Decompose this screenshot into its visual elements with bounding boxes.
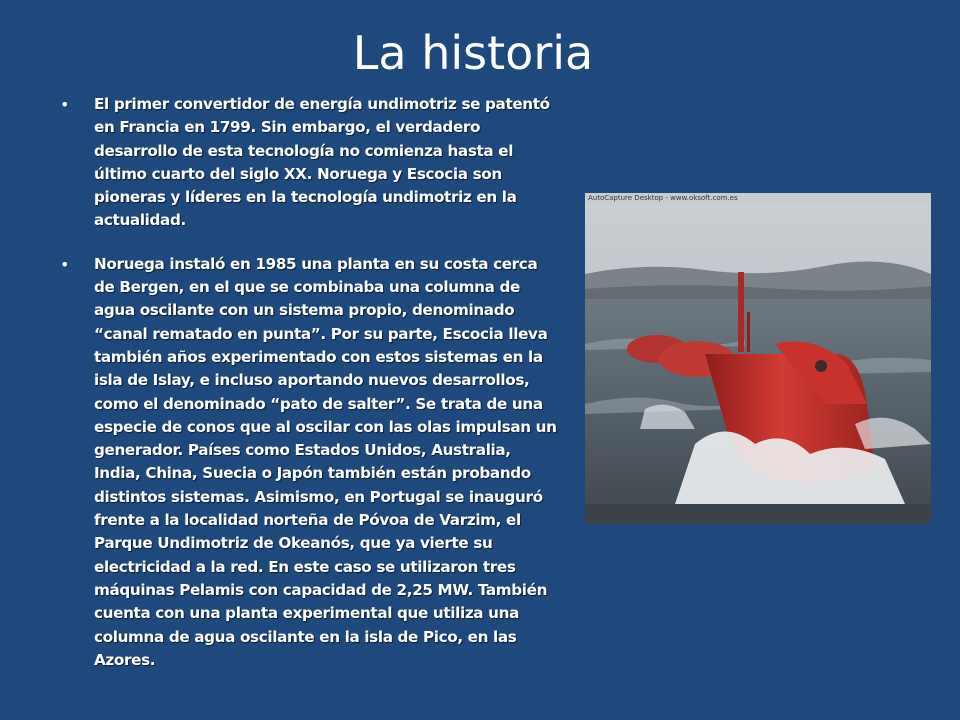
bullet-list (54, 93, 560, 672)
bullet-dot: • (60, 95, 70, 114)
bullet-dot: • (60, 254, 70, 274)
bullet-text: Noruega instaló en 1985 una planta en su costa cerca de Bergen, en el que se combinaba una columna de agua oscilante con un sistema propio, denominado “canal rematado en punta”. Por su parte, Escocia lleva también años experimentado con estos sistemas en la isla de Islay, e incluso aportando nuevos desarrollos, como el denominado “pato de salter”. Se trata de una especie de conos que al oscilar con las olas impulsan un generador. Países como Estados Unidos, Australia, India, China, Suecia o Japón también están probando distintos sistemas. Asimismo, en Portugal se inauguró frente a la localidad norteña de Póvoa de Varzim, el Parque Undimotriz de Okeanós, que ya vierte su electricidad a la red. En este caso se utilizaron tres máquinas Pelamis con capacidad de 2,25 MW. También cuenta con una planta experimental que utiliza una columna de agua oscilante en la isla de Pico, en las Azores. (94, 254, 557, 669)
slide-title: La historia (352, 26, 594, 80)
bullet-item (54, 253, 560, 672)
bullet-text: El primer convertidor de energía undimotriz se patentó en Francia en 1799. Sin embargo, el verdadero desarrollo de esta tecnología no comienza hasta el último cuarto del siglo XX. Noruega y Escocia son pioneras y líderes en la tecnología undimotriz en la actualidad. (94, 95, 550, 230)
wave-energy-photo (585, 193, 931, 524)
pelamis-device-illustration (585, 204, 931, 524)
bullet-item (54, 93, 560, 233)
photo-caption-bar: AutoCapture Desktop - www.oksoft.com.es (585, 193, 931, 204)
